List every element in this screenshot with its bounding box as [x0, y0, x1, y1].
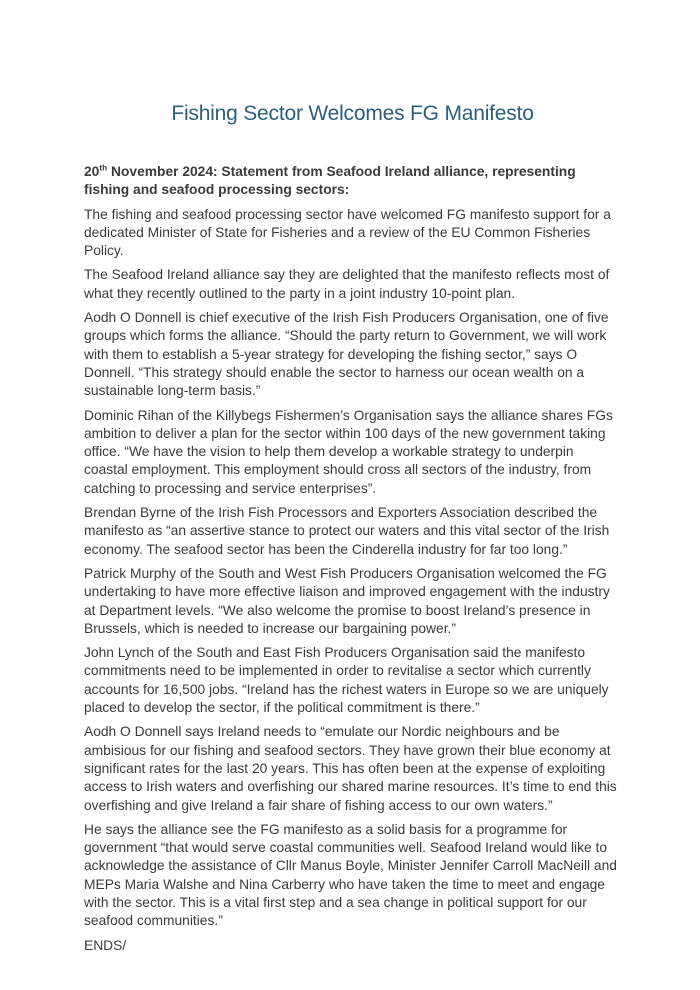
- body-paragraph-1: The fishing and seafood processing sector have welcomed FG manifesto support for a dedicated Minister of State for Fisheries and a review of the EU Common Fisheries Policy.: [84, 206, 611, 259]
- dateline-day: 20: [84, 164, 100, 179]
- ends-marker: ENDS/: [84, 937, 127, 953]
- dateline-ordinal: th: [99, 163, 108, 173]
- body-paragraph-5: Brendan Byrne of the Irish Fish Processors and Exporters Association described the manifesto as “an assertive stance to protect our waters and this vital sector of the Irish economy. The seafood sector has been the Cinderella industry for far too long.”: [84, 505, 610, 557]
- body-paragraph-8: Aodh O Donnell says Ireland needs to “emulate our Nordic neighbours and be ambisious for our fishing and seafood sectors. They have grown their blue economy at significant rates for the last 20 years. This has often been at the expense of exploiting access to Irish waters and overfishing our shared marine resources. It’s time to end this overfishing and give Ireland a fair share of fishing access to our own waters.”: [84, 724, 617, 813]
- body-paragraph-4: Dominic Rihan of the Killybegs Fishermen’s Organisation says the alliance shares FGs ambition to deliver a plan for the sector within 100 days of the new government taking office. “We have the vision to help them develop a workable strategy to underpin coastal employment. This employment should cross all sectors of the industry, from catching to processing and service enterprises”.: [84, 407, 613, 496]
- dateline-statement: [84, 163, 621, 200]
- dateline-rest: November 2024: Statement from Seafood Ireland alliance, representing fishing and seafood processing sectors:: [84, 164, 576, 198]
- body-paragraph-9: He says the alliance see the FG manifesto as a solid basis for a programme for government “that would serve coastal communities well. Seafood Ireland would like to acknowledge the assistance of Cllr Manus Boyle, Minister Jennifer Carroll MacNeill and MEPs Maria Walshe and Nina Carberry who have taken the time to meet and engage with the sector. This is a vital first step and a sea change in political support for our seafood communities.”: [84, 821, 617, 929]
- document-title: Fishing Sector Welcomes FG Manifesto: [171, 102, 534, 125]
- body-paragraph-6: Patrick Murphy of the South and West Fish Producers Organisation welcomed the FG undertaking to have more effective liaison and improved engagement with the industry at Department levels. “We also welcome the promise to boost Ireland’s presence in Brussels, which is needed to increase our bargaining power.”: [84, 565, 610, 636]
- body-paragraph-7: John Lynch of the South and East Fish Producers Organisation said the manifesto commitments need to be implemented in order to revitalise a sector which currently accounts for 16,500 jobs. “Ireland has the richest waters in Europe so we are uniquely placed to develop the sector, if the political commitment is there.”: [84, 645, 609, 716]
- body-paragraph-3: Aodh O Donnell is chief executive of the Irish Fish Producers Organisation, one of five groups which forms the alliance. “Should the party return to Government, we will work with them to establish a 5-year strategy for developing the fishing sector,” says O Donnell. “This strategy should enable the sector to harness our ocean wealth on a sustainable long-term basis.”: [84, 310, 609, 399]
- document-content: [84, 0, 621, 955]
- body-paragraph-2: The Seafood Ireland alliance say they are delighted that the manifesto reflects most of what they recently outlined to the party in a joint industry 10-point plan.: [84, 267, 610, 301]
